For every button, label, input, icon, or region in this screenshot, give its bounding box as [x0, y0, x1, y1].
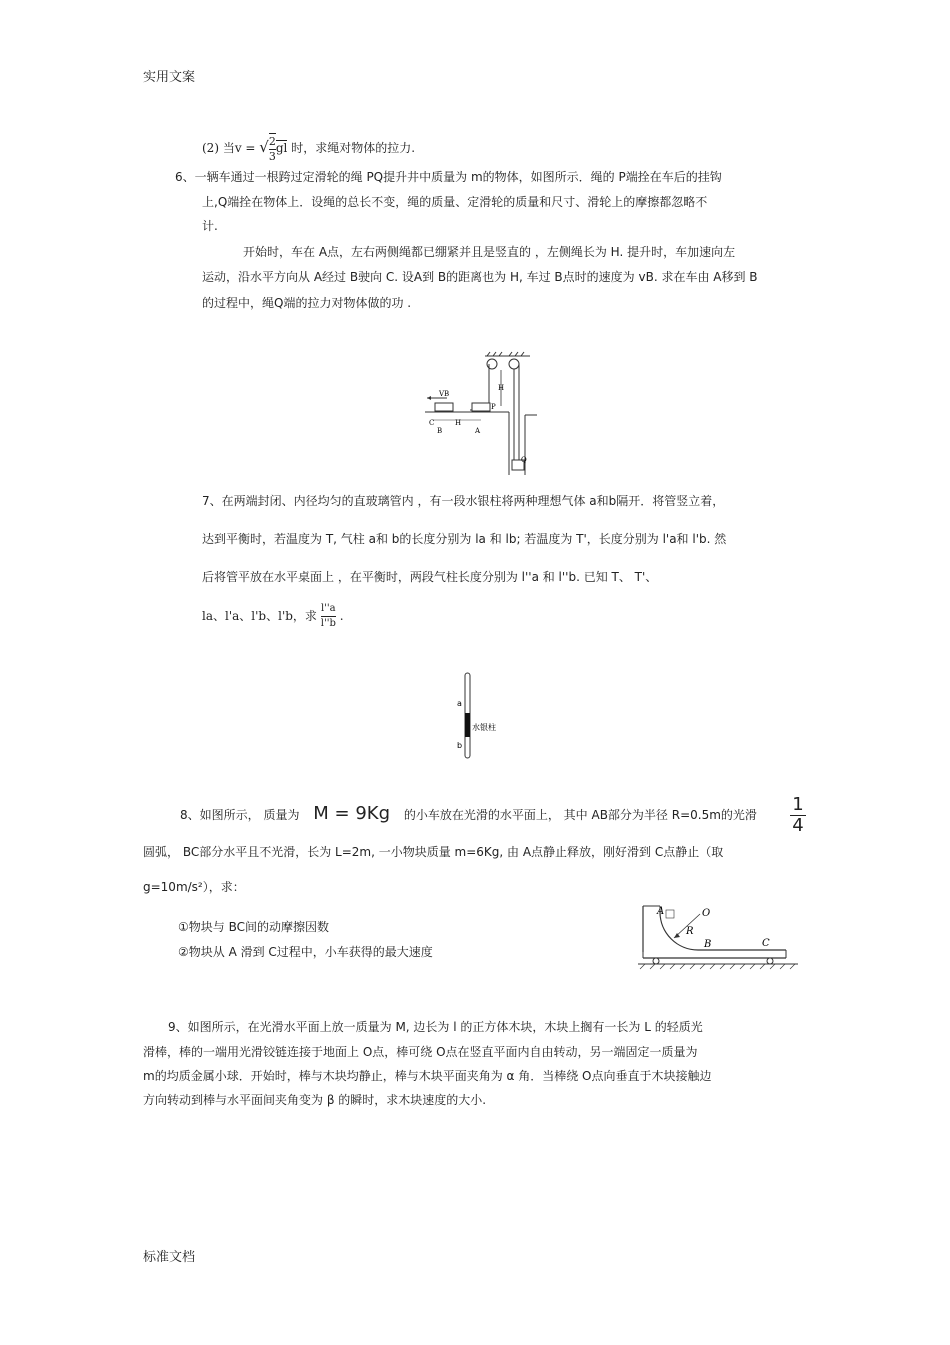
q6-fig-b: B: [437, 427, 443, 435]
q7-fig-mercury: 水银柱: [472, 723, 496, 732]
page-header: 实用文案: [143, 70, 196, 85]
q7-frac-den: l''b: [320, 618, 336, 629]
q8-line1-a: 8、如图所示， 质量为: [180, 808, 300, 822]
q8-item1: ①物块与 BC间的动摩擦因数: [178, 920, 329, 934]
q7-fig-b: b: [457, 741, 463, 750]
q6-line5: 运动，沿水平方向从 A经过 B驶向 C. 设A到 B的距离也为 H, 车过 B点时的速度为 vB. 求在车由 A移到 B: [202, 270, 758, 284]
q8-quarter-frac: [790, 795, 806, 836]
q9-line2: 滑棒，棒的一端用光滑铰链连接于地面上 O点，棒可绕 O点在竖直平面内自由转动，另一端固定一质量为: [143, 1045, 698, 1059]
q6-fig-a: A: [475, 427, 481, 435]
q6-line1: 6、一辆车通过一根跨过定滑轮的绳 PQ提升井中质量为 m的物体，如图所示．绳的 P端拴在车后的挂钩: [175, 170, 722, 184]
q7-line3: 后将管平放在水平桌面上 ，在平衡时，两段气柱长度分别为 l''a 和 l''b. 已知 T、 T'、: [202, 570, 658, 584]
q8-line1-b: 的小车放在光滑的水平面上， 其中 AB部分为半径 R=0.5m的光滑: [403, 808, 757, 822]
q6-figure: [425, 350, 540, 475]
q6-fig-vb: VB: [439, 390, 450, 398]
q7-line4: [202, 602, 344, 631]
q7-figure: [455, 670, 515, 765]
q9-line3: m的均质金属小球．开始时，棒与木块均静止，棒与木块平面夹角为 α 角．当棒绕 O点向垂直于木块接触边: [143, 1069, 712, 1083]
q8-quarter-den: 4: [792, 815, 804, 836]
q6-fig-h-vert: H: [498, 384, 505, 392]
q8-fig-b: B: [704, 939, 712, 950]
q6-line2: 上,Q端拴在物体上．设绳的总长不变，绳的质量、定滑轮的质量和尺寸、滑轮上的摩擦都忽略不: [202, 195, 708, 209]
q7-line4-text: la、l'a、l'b、l'b，求: [202, 609, 317, 623]
q6-line6: 的过程中，绳Q端的拉力对物体做的功 .: [202, 296, 412, 310]
q7-line1: 7、在两端封闭、内径均匀的直玻璃管内 ，有一段水银柱将两种理想气体 a和b隔开．将管竖立着，: [202, 494, 725, 508]
q6-line4: 开始时，车在 A点，左右两侧绳都已绷紧并且是竖直的 ，左侧绳长为 H. 提升时，车加速向左: [243, 245, 736, 259]
q5-radicand: gl: [275, 141, 288, 155]
q8-figure: [638, 900, 798, 970]
q8-fig-c: C: [762, 938, 770, 949]
q8-fig-a: A: [657, 906, 665, 917]
q8-line3: g=10m/s²），求：: [143, 880, 245, 894]
q9-line1: 9、如图所示，在光滑水平面上放一质量为 M, 边长为 l 的正方体木块，木块上搁有一长为 L 的轻质光: [168, 1020, 703, 1034]
q6-line3: 计.: [202, 219, 218, 233]
q6-fig-h-horiz: H: [455, 419, 462, 427]
q8-fig-o: O: [702, 908, 711, 919]
q8-line2: 圆弧， BC部分水平且不光滑，长为 L=2m, 一小物块质量 m=6Kg, 由 A点静止释放，刚好滑到 C点静止（取: [143, 845, 724, 859]
q7-line2: 达到平衡时，若温度为 T, 气柱 a和 b的长度分别为 la 和 lb; 若温度为 T'，长度分别为 l'a和 l'b. 然: [202, 532, 727, 546]
q5-frac-num: 2: [268, 135, 276, 148]
q6-fig-p: P: [491, 403, 496, 411]
q9-line4: 方向转动到棒与水平面间夹角变为 β 的瞬时，求木块速度的大小.: [143, 1093, 487, 1107]
q7-fig-a: a: [457, 699, 462, 708]
q6-fig-q: Q: [521, 456, 527, 464]
q8-item2: ②物块从 A 滑到 C过程中，小车获得的最大速度: [178, 945, 433, 959]
page-footer: 标准文档: [143, 1250, 196, 1265]
q8-quarter-num: 1: [790, 795, 806, 816]
q5-part2-suffix: 时，求绳对物体的拉力.: [291, 141, 416, 155]
q7-frac-num: l''a: [321, 602, 336, 617]
q8-fig-r: R: [686, 926, 694, 937]
q7-line4-end: .: [339, 609, 344, 623]
q6-fig-c: C: [429, 419, 435, 427]
q5-part2-prefix: (2) 当v =: [202, 141, 256, 155]
q5-part2: (2) 当v = √ $\frac{2}{3}$ gl 时，求绳对物体的拉力.: [202, 135, 416, 163]
q5-frac-den: 3: [268, 150, 276, 163]
q8-mass-expr: M = 9Kg: [313, 803, 391, 824]
q8-line1: [180, 803, 757, 824]
